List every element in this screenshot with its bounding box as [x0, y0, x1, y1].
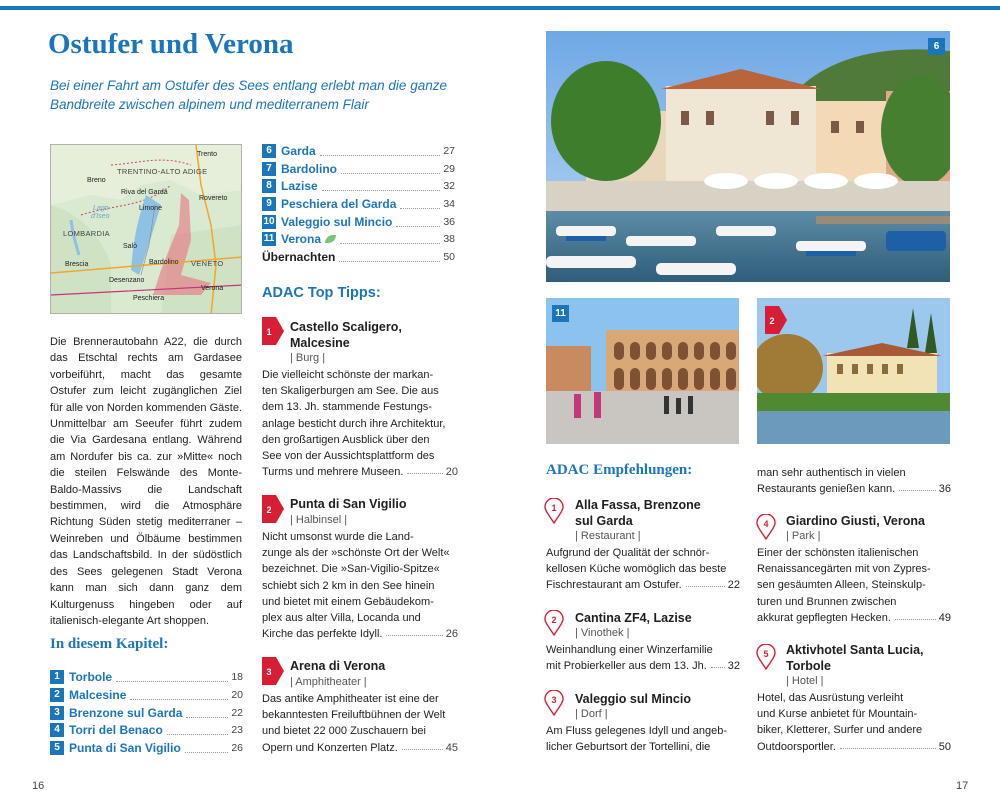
- rec-description: [546, 723, 740, 755]
- rec-line: Hotel, das Ausrüstung verleiht: [757, 692, 904, 704]
- rec-line: turen und Brunnen zwischen: [757, 595, 897, 608]
- toc-leader: [400, 199, 440, 209]
- toc-label: Übernachten: [262, 249, 336, 264]
- page-number-right: 17: [956, 780, 969, 792]
- tip-leader: [407, 464, 442, 474]
- rec-line: Renaissancegärten mit von Zypres-: [757, 563, 931, 576]
- tip-line: schiebt sich 2 km in den See hinein: [262, 579, 435, 592]
- toc-number: 3: [50, 706, 64, 720]
- tip-line: bezeichnet. Die »San-Vigilio-Spitze«: [262, 563, 440, 576]
- tip-flag-icon: [262, 495, 284, 523]
- toc-leader: [116, 672, 228, 682]
- rec-leader: [899, 481, 936, 491]
- toc-number: 10: [263, 216, 275, 227]
- map-region-veneto: VENETO: [191, 259, 224, 268]
- toc-item-peschiera[interactable]: [262, 196, 455, 211]
- toc-label: Bardolino: [281, 161, 337, 176]
- intro-body-text: Die Brennerautobahn A22, die durch das Etschtal rechts am Gardasee vorbeiführt, macht das gesamte Ostufer zum leicht zugänglichen Ziel für alle von Norden kommenden Gäste. Unmittelbar am Seeufer führt zudem die Via Gardesana entlang. Während am Nordufer bis ca. zur »Mitte« noch die steilen Felswände des Monte-Baldo-Massivs die Landschaft bestimmen, wird die Atmosphäre Richtung Süden stetig mediterraner – Weinreben und Ölbäume bestimmen das Landschaftsbild. In der südöstlich des Sees gelegenen Stadt Verona kann man sich dann ganz dem Kulturgenuss hingeben oder auf italienisch-elegante Art shoppen.: [50, 336, 242, 627]
- toc-label: Garda: [281, 143, 316, 158]
- page-number-left: 16: [32, 780, 45, 792]
- rec-description: [757, 545, 951, 626]
- tip-line: plex aus alter Villa, Locanda und: [262, 612, 421, 625]
- rec-line: Outdoorsportler.: [757, 740, 836, 753]
- tip-line: Kirche das perfekte Idyll.: [262, 628, 383, 641]
- rec-line: Weinhandlung einer Winzerfamilie: [546, 644, 713, 656]
- toc-number: 5: [50, 741, 64, 755]
- tip-flag-icon: [262, 317, 284, 345]
- tip-title-line: Castello Scaligero,: [290, 320, 402, 334]
- tip-line: ten Skaligerburgen am See. Die aus: [262, 385, 439, 398]
- rec-title[interactable]: [786, 513, 925, 529]
- recommendation-pin-icon: [756, 514, 776, 540]
- tip-title[interactable]: [290, 319, 402, 351]
- map-lake-iseo-2: d'Iseo: [91, 213, 110, 220]
- toc-item-garda[interactable]: [262, 143, 455, 158]
- rec-line: und Kurse anbietet für Mountain-: [757, 708, 918, 721]
- toc-item-torbole[interactable]: [50, 669, 243, 684]
- tip-title[interactable]: [290, 496, 406, 512]
- rec-leader: [840, 739, 936, 749]
- toc-page: 36: [443, 215, 455, 228]
- toc-number: 1: [50, 670, 64, 684]
- toc-number: 2: [50, 688, 64, 702]
- map-town-desenzano: Desenzano: [109, 277, 145, 284]
- recommendation-pin-icon: [544, 498, 564, 524]
- leaf-icon: [325, 235, 336, 243]
- tip-line: anlage besticht durch ihre Architektur,: [262, 417, 446, 430]
- map-town-breno: Breno: [87, 177, 106, 184]
- rec-category: | Restaurant |: [575, 530, 641, 542]
- map-town-limone: Limone: [139, 205, 162, 212]
- toc-page: 23: [231, 723, 243, 736]
- rec-title-line: Alla Fassa, Brenzone: [575, 498, 701, 512]
- toc-item-brenzone[interactable]: [50, 705, 243, 720]
- map-town-brescia: Brescia: [65, 261, 89, 268]
- map-town-salo: Salò: [123, 243, 138, 250]
- rec-category: | Park |: [786, 530, 821, 542]
- tip-flag-number: 1: [266, 327, 272, 337]
- toc-leader: [167, 725, 229, 735]
- toc-item-bardolino[interactable]: [262, 161, 455, 176]
- map-region-trentino: TRENTINO-ALTO ADIGE: [117, 167, 208, 176]
- tip-flag-icon: [262, 657, 284, 685]
- arena-photo-graphic: [546, 298, 739, 444]
- toc-label: Brenzone sul Garda: [69, 705, 183, 720]
- toc-page: 38: [443, 232, 455, 245]
- toc-label: Torbole: [69, 669, 113, 684]
- toc-leader: [130, 690, 228, 700]
- rec-page: 22: [727, 579, 740, 592]
- rec-number: 3: [551, 695, 557, 705]
- tip-title[interactable]: [290, 658, 385, 674]
- toc-number: 11: [263, 233, 275, 244]
- rec-line: Am Fluss gelegenes Idyll und angeb-: [546, 725, 727, 737]
- tip-category: | Amphitheater |: [290, 676, 367, 688]
- toc-label: Malcesine: [69, 687, 127, 702]
- toc-number: 6: [262, 144, 276, 158]
- rec-page: 32: [727, 660, 740, 673]
- harbour-photo: [546, 31, 950, 282]
- toc-page: 18: [231, 670, 243, 683]
- top-tips-heading: ADAC Top Tipps:: [262, 285, 381, 301]
- map-town-trento: Trento: [197, 151, 217, 158]
- tip-line: zunge als der »schönste Ort der Welt«: [262, 547, 450, 560]
- tip-leader: [402, 740, 443, 750]
- toc-page: 34: [443, 197, 455, 210]
- tip-line: Nicht umsonst wurde die Land-: [262, 531, 414, 543]
- villa-photo: [757, 298, 950, 444]
- toc-number: 7: [262, 162, 276, 176]
- rec-description: [546, 642, 740, 674]
- tip-description: [262, 691, 458, 756]
- rec-number: 5: [763, 649, 769, 659]
- toc-leader: [340, 234, 440, 244]
- rec-line: mit Probierkeller aus dem 13. Jh.: [546, 660, 707, 673]
- toc-number: 4: [50, 723, 64, 737]
- toc-page: 20: [231, 688, 243, 701]
- recommendation-pin-icon: [544, 610, 564, 636]
- rec-line: man sehr authentisch in vielen: [757, 467, 906, 479]
- tip-flag-number: 2: [266, 505, 272, 515]
- tip-line: Die vielleicht schönste der markan-: [262, 369, 434, 381]
- tip-line: und bietet 22 000 Zuschauern bei: [262, 725, 426, 738]
- rec-leader: [895, 610, 936, 620]
- tip-line: den großartigen Ausblick über den: [262, 433, 430, 446]
- tip-line: Opern und Konzerten Platz.: [262, 741, 398, 754]
- rec-title-line: Aktivhotel Santa Lucia,: [786, 643, 924, 657]
- rec-page: 49: [938, 611, 951, 624]
- rec-description: [546, 545, 740, 594]
- toc-page: 22: [231, 706, 243, 719]
- toc-label: Valeggio sul Mincio: [281, 214, 393, 229]
- rec-page: 36: [938, 483, 951, 496]
- map-town-riva: Riva del Garda: [121, 189, 168, 196]
- rec-line: licher Geburtsort der Tortellini, die: [546, 741, 711, 754]
- toc-item-valeggio[interactable]: [262, 214, 455, 229]
- rec-number: 4: [763, 519, 769, 529]
- rec-line: Aufgrund der Qualität der schnör-: [546, 547, 710, 559]
- toc-label: Lazise: [281, 178, 318, 193]
- toc-page: 27: [443, 144, 455, 157]
- tip-line: und bietet mit einem Gebäudekom-: [262, 595, 434, 608]
- rec-category: | Vinothek |: [575, 627, 630, 639]
- rec-category: | Dorf |: [575, 708, 608, 720]
- map-lake-iseo-1: Lago: [93, 205, 109, 212]
- toc-label: Punta di San Vigilio: [69, 740, 181, 755]
- toc-label: Verona: [281, 231, 322, 246]
- rec-line: biker, Kletterer, Surfer und andere: [757, 724, 923, 737]
- toc-item-verona[interactable]: [262, 231, 455, 246]
- map-town-verona: Verona: [201, 285, 224, 292]
- tip-line: Turms und mehrere Museen.: [262, 466, 404, 479]
- toc-leader: [186, 708, 228, 718]
- tip-page: 26: [445, 628, 458, 641]
- tip-description: [262, 529, 458, 642]
- harbour-photo-graphic: [546, 31, 950, 282]
- rec-title-line: sul Garda: [575, 514, 633, 528]
- toc-item-torri[interactable]: [50, 722, 243, 737]
- rec-title[interactable]: [575, 691, 691, 707]
- map-town-rovereto: Rovereto: [199, 195, 228, 202]
- recommendations-heading: ADAC Empfehlungen:: [546, 462, 693, 478]
- tip-leader: [386, 626, 442, 636]
- toc-leader: [396, 217, 440, 227]
- toc-number: 8: [262, 179, 276, 193]
- arena-photo: [546, 298, 739, 444]
- tip-page: 45: [445, 741, 458, 754]
- photo-badge: 11: [552, 305, 569, 322]
- tip-category: | Halbinsel |: [290, 514, 348, 526]
- toc-leader: [341, 164, 440, 174]
- toc-label: Torri del Benaco: [69, 722, 163, 737]
- toc-number: 9: [262, 197, 276, 211]
- rec-title-line: Giardino Giusti, Verona: [786, 514, 925, 528]
- rec-line: Fischrestaurant am Ostufer.: [546, 579, 682, 592]
- rec-title-line: Cantina ZF4, Lazise: [575, 611, 692, 625]
- region-map: [50, 144, 242, 314]
- chapter-heading: In diesem Kapitel:: [50, 636, 169, 652]
- rec-description: [757, 690, 951, 755]
- intro-text: Bei einer Fahrt am Ostufer des Sees entlang erlebt man die ganze Bandbreite zwischen alpinem und mediterranem Flair: [50, 78, 447, 112]
- tip-line: See von der Aussichtsplattform des: [262, 450, 435, 463]
- page-title: Ostufer und Verona: [48, 28, 294, 60]
- rec-title[interactable]: [575, 610, 692, 626]
- recommendation-pin-icon: [544, 690, 564, 716]
- recommendation-pin-icon: [756, 644, 776, 670]
- tip-page: 20: [445, 466, 458, 479]
- top-rule: [0, 6, 1000, 10]
- toc-label: Peschiera del Garda: [281, 196, 397, 211]
- toc-item-malcesine[interactable]: [50, 687, 243, 702]
- rec-line: Restaurants genießen kann.: [757, 483, 896, 496]
- toc-page: 50: [443, 250, 455, 263]
- toc-item-punta[interactable]: [50, 740, 243, 755]
- toc-leader: [339, 252, 440, 262]
- tip-title-line: Punta di San Vigilio: [290, 497, 407, 511]
- rec-title-line: Torbole: [786, 659, 831, 673]
- photo-badge: 6: [928, 38, 945, 55]
- toc-leader: [320, 146, 441, 156]
- rec-page: 50: [938, 740, 951, 753]
- tip-description: [262, 367, 458, 480]
- tip-line: dem 13. Jh. stammende Festungs-: [262, 401, 432, 414]
- rec-number: 2: [551, 615, 557, 625]
- rec-number: 1: [551, 503, 557, 513]
- rec-line: akkurat gepflegten Hecken.: [757, 611, 891, 624]
- rec-title-line: Valeggio sul Mincio: [575, 692, 691, 706]
- toc-page: 32: [443, 179, 455, 192]
- tip-category: | Burg |: [290, 352, 326, 364]
- toc-page: 29: [443, 162, 455, 175]
- tip-title-line: Arena di Verona: [290, 659, 386, 673]
- tip-flag-icon: [765, 306, 787, 334]
- toc-page: 26: [231, 741, 243, 754]
- tip-title-line: Malcesine: [290, 336, 350, 350]
- rec-line: kellosen Küche womöglich das beste: [546, 563, 727, 576]
- rec-leader: [711, 658, 725, 668]
- rec-category: | Hotel |: [786, 675, 824, 687]
- toc-leader: [322, 181, 441, 191]
- tip-line: bekanntesten Freiluftbühnen der Welt: [262, 709, 446, 722]
- map-town-peschiera: Peschiera: [133, 295, 165, 302]
- photo-flag-number: 2: [769, 316, 775, 326]
- rec-line: Einer der schönsten italienischen: [757, 547, 919, 559]
- toc-leader: [185, 743, 229, 753]
- tip-flag-number: 3: [266, 667, 272, 677]
- rec-line: sen gesäumten Alleen, Steinskulp-: [757, 579, 926, 592]
- map-region-lombardia: LOMBARDIA: [63, 229, 110, 238]
- toc-item-uebernachten[interactable]: [262, 249, 455, 264]
- rec-title[interactable]: [575, 497, 701, 529]
- tip-line: Das antike Amphitheater ist eine der: [262, 693, 439, 705]
- rec-description-continued: [757, 465, 951, 497]
- toc-item-lazise[interactable]: [262, 178, 455, 193]
- rec-title[interactable]: [786, 642, 924, 674]
- rec-leader: [686, 577, 725, 587]
- map-town-bardolino: Bardolino: [149, 259, 179, 266]
